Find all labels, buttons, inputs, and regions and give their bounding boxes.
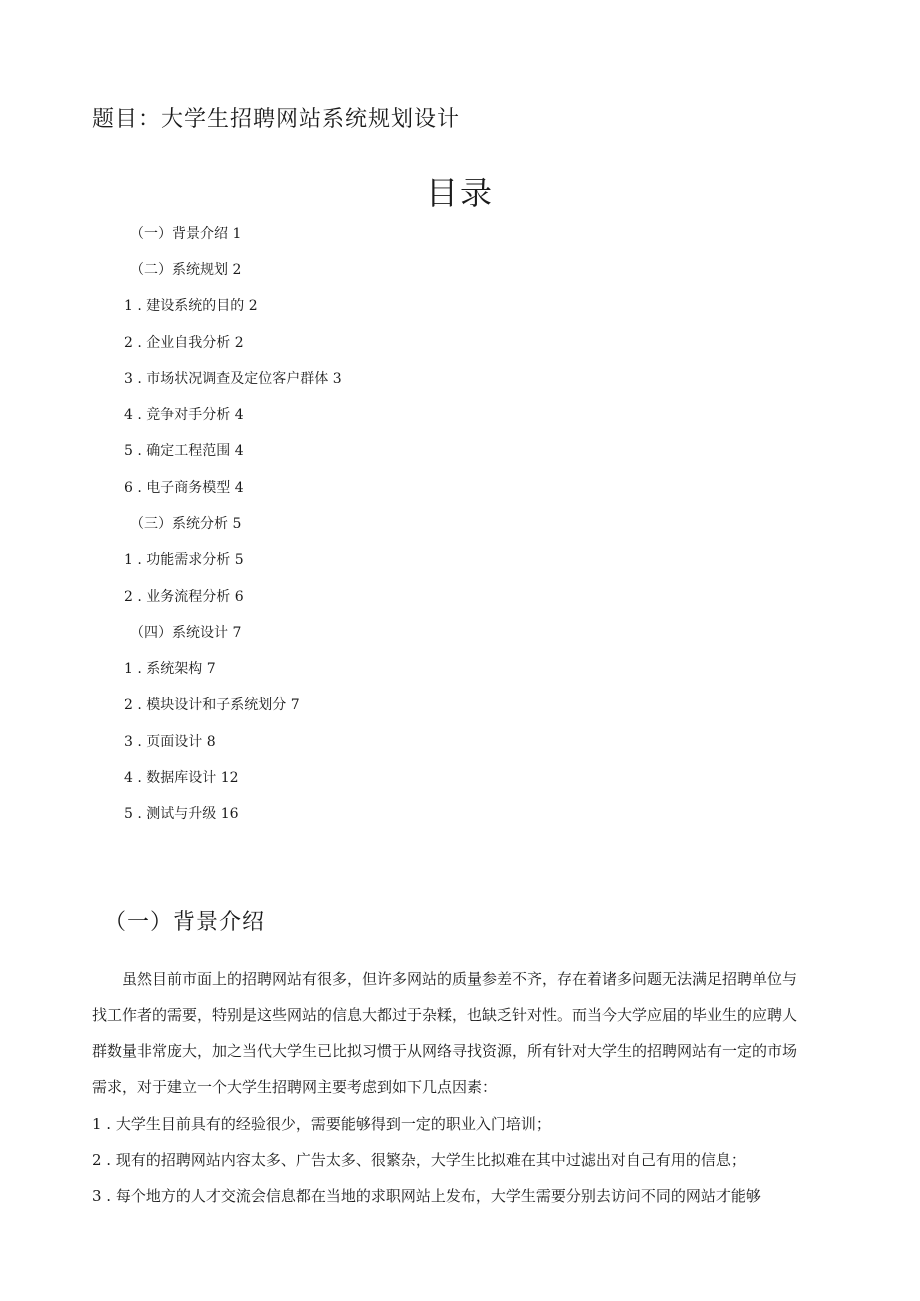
list-item: 2 . 现有的招聘网站内容太多、广告太多、很繁杂，大学生比拟难在其中过滤出对自己有用的信息； [92,1151,746,1169]
toc-heading: 目录 [425,174,494,212]
toc-item: 2 . 企业自我分析 2 [124,335,244,351]
list-item: 3 . 每个地方的人才交流会信息都在当地的求职网站上发布，大学生需要分别去访问不同的网站才能够 [92,1187,761,1205]
toc-item: 3 . 页面设计 8 [124,734,216,750]
toc-section-3: （三）系统分析 5 [130,516,242,532]
toc-item: 2 . 业务流程分析 6 [124,589,244,605]
toc-item: 5 . 测试与升级 16 [124,806,239,822]
toc-item: 4 . 竞争对手分析 4 [124,407,244,423]
toc-item: 3 . 市场状况调查及定位客户群体 3 [124,371,342,387]
toc-item: 6 . 电子商务模型 4 [124,480,244,496]
toc-section-4: （四）系统设计 7 [130,625,242,641]
paragraph-line: 群数量非常庞大，加之当代大学生已比拟习惯于从网络寻找资源，所有针对大学生的招聘网站有一定的市场 [92,1042,798,1060]
toc-item: 2 . 模块设计和子系统划分 7 [124,697,300,713]
toc-item: 1 . 功能需求分析 5 [124,552,244,568]
toc-section-1: （一）背景介绍 1 [130,226,242,242]
list-item: 1 . 大学生目前具有的经验很少，需要能够得到一定的职业入门培训； [92,1115,551,1133]
toc-item: 1 . 建设系统的目的 2 [124,298,258,314]
paragraph-line: 需求，对于建立一个大学生招聘网主要考虑到如下几点因素： [92,1078,498,1096]
paragraph-line: 找工作者的需要，特别是这些网站的信息大都过于杂糅，也缺乏针对性。而当今大学应届的毕业生的应聘人 [92,1006,798,1024]
toc-item: 1 . 系统架构 7 [124,661,216,677]
toc-section-2: （二）系统规划 2 [130,262,242,278]
toc-item: 4 . 数据库设计 12 [124,770,239,786]
paragraph-line: 虽然目前市面上的招聘网站有很多，但许多网站的质量参差不齐，存在着诸多问题无法满足招聘单位与 [122,970,798,988]
page-title: 题目：大学生招聘网站系统规划设计 [92,107,461,132]
toc-item: 5 . 确定工程范围 4 [124,443,244,459]
section-heading: （一）背景介绍 [104,910,266,935]
